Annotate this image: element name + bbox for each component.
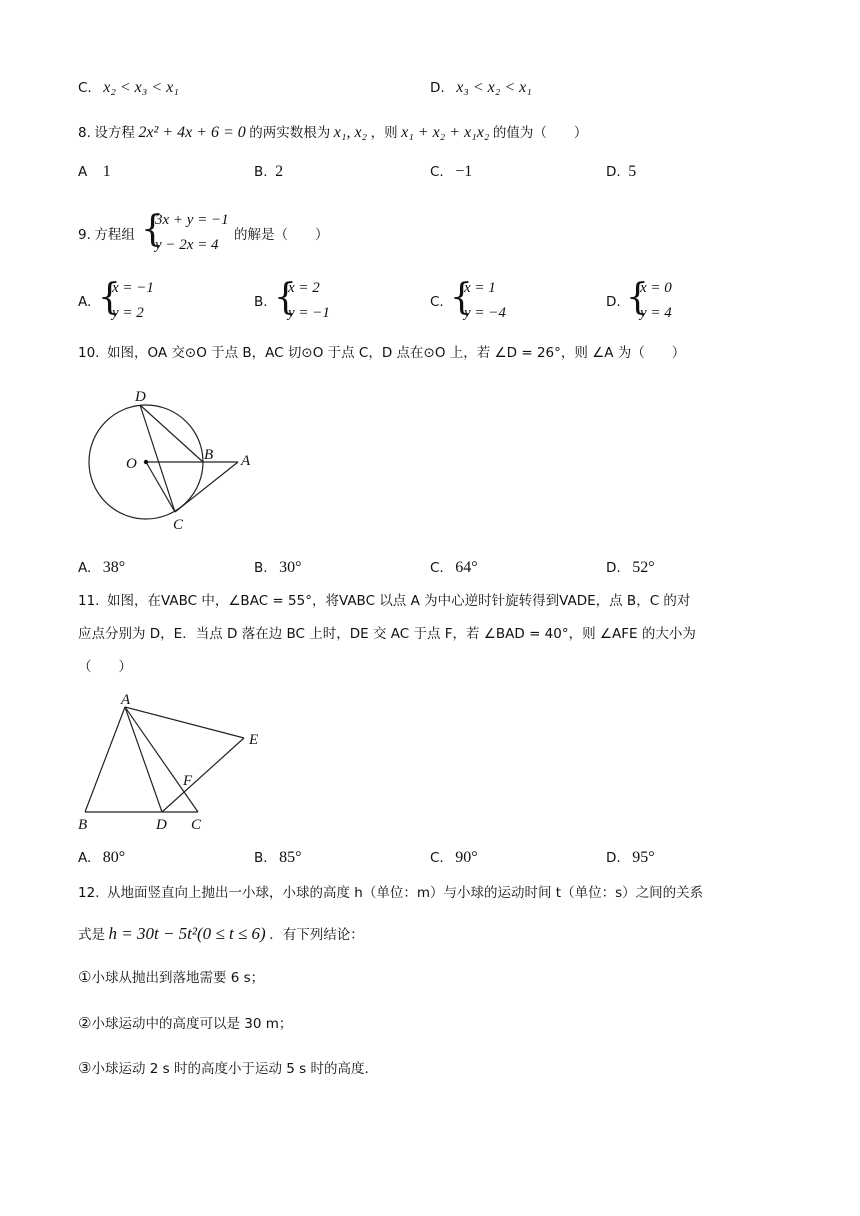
stem-text: 的解是（ ） bbox=[234, 227, 329, 243]
option-value: 90° bbox=[455, 849, 478, 866]
option-value: 95° bbox=[632, 849, 655, 866]
q11-option-a bbox=[78, 848, 125, 869]
circled-number: ② bbox=[78, 1014, 92, 1032]
solution-x: x = 0 bbox=[640, 280, 672, 296]
q10-option-a bbox=[78, 558, 125, 579]
option-label: B. bbox=[254, 560, 268, 576]
option-value: 85° bbox=[279, 849, 302, 866]
q11-stem-line-1 bbox=[78, 591, 690, 612]
option-label: D. bbox=[430, 80, 445, 96]
solution-x: x = 2 bbox=[288, 280, 320, 296]
q8-option-d bbox=[606, 162, 636, 183]
option-value: −1 bbox=[455, 163, 473, 180]
solution-y: y = 4 bbox=[640, 305, 672, 321]
q11-option-b bbox=[254, 848, 301, 869]
q9-equation-system bbox=[141, 208, 241, 260]
circled-number: ③ bbox=[78, 1059, 92, 1077]
label-o: O bbox=[126, 456, 137, 472]
brace: { bbox=[626, 277, 649, 318]
option-value: 80° bbox=[102, 849, 126, 866]
segment-ab bbox=[85, 707, 125, 812]
option-value: 38° bbox=[102, 559, 126, 576]
option-label: B. bbox=[254, 294, 268, 310]
solution-y: y = −1 bbox=[288, 305, 330, 321]
q9-stem-suffix bbox=[234, 225, 329, 246]
label-d: D bbox=[156, 817, 167, 833]
option-label: A. bbox=[78, 294, 92, 310]
segment-ca bbox=[175, 462, 238, 512]
option-value: 30° bbox=[279, 559, 302, 576]
stem-text: 从地面竖直向上抛出一小球，小球的高度 h（单位：m）与小球的运动时间 t（单位：s）之间的关系 bbox=[106, 885, 704, 901]
option-value: 64° bbox=[455, 559, 478, 576]
stem-text: 设方程 bbox=[94, 125, 135, 141]
q12-statement-2 bbox=[78, 1013, 292, 1035]
stem-text: ，则 bbox=[370, 125, 398, 141]
equation: 2x² + 4x + 6 = 0 bbox=[138, 124, 246, 141]
q10-option-b bbox=[254, 558, 301, 579]
label-e: E bbox=[249, 732, 259, 748]
brace: { bbox=[274, 277, 297, 318]
label-d: D bbox=[135, 389, 146, 405]
q9-option-d-label bbox=[606, 292, 621, 313]
option-label: D. bbox=[606, 294, 621, 310]
label-c: C bbox=[191, 817, 202, 833]
label-b: B bbox=[204, 447, 214, 463]
q9-option-a bbox=[98, 276, 178, 328]
label-a: A bbox=[241, 453, 251, 469]
option-label: C. bbox=[430, 850, 444, 866]
stem-text: 式是 bbox=[78, 927, 105, 943]
q9-option-b bbox=[274, 276, 354, 328]
expression: x₁ + x₂ + x₁x₂ bbox=[401, 124, 490, 141]
q12-stem-line-1 bbox=[78, 883, 703, 904]
equation-1: 3x + y = −1 bbox=[155, 212, 229, 228]
option-label: B. bbox=[254, 164, 268, 180]
option-label: A. bbox=[78, 850, 92, 866]
q8-option-b bbox=[254, 162, 283, 183]
solution-x: x = −1 bbox=[112, 280, 154, 296]
stem-text: 如图，在VABC 中，∠BAC = 55°，将VABC 以点 A 为中心逆时针旋转得到VADE，点 B，C 的对 bbox=[106, 593, 691, 609]
option-label: A bbox=[78, 164, 88, 180]
q12-stem-line-2 bbox=[78, 924, 364, 946]
question-number: 10. bbox=[78, 345, 100, 361]
brace: { bbox=[141, 209, 164, 250]
stem-text: 的两实数根为 bbox=[249, 125, 331, 141]
question-number: 8. bbox=[78, 125, 91, 141]
brace: { bbox=[98, 277, 121, 318]
formula: h = 30t − 5t²(0 ≤ t ≤ 6) bbox=[108, 924, 266, 943]
q11-stem-line-3 bbox=[78, 657, 132, 678]
option-label: D. bbox=[606, 560, 621, 576]
q10-option-c bbox=[430, 558, 478, 579]
segment-de bbox=[162, 738, 244, 812]
question-number: 11. bbox=[78, 593, 100, 609]
option-value: 1 bbox=[102, 163, 111, 180]
q10-stem bbox=[78, 343, 685, 364]
q9-stem-prefix bbox=[78, 225, 135, 246]
roots: x₁, x₂ bbox=[333, 124, 368, 141]
solution-y: y = 2 bbox=[112, 305, 144, 321]
solution-x: x = 1 bbox=[464, 280, 496, 296]
statement-text: 小球运动中的高度可以是 30 m； bbox=[91, 1016, 293, 1032]
option-value: 5 bbox=[628, 163, 637, 180]
option-label: D. bbox=[606, 850, 621, 866]
option-label: C. bbox=[78, 80, 92, 96]
stem-text: 的值为（ ） bbox=[492, 125, 588, 141]
option-label: C. bbox=[430, 164, 444, 180]
label-c: C bbox=[173, 517, 184, 533]
solution-y: y = −4 bbox=[464, 305, 506, 321]
q9-option-d bbox=[626, 276, 706, 328]
question-number: 12. bbox=[78, 885, 100, 901]
option-expression: x₂ < x₃ < x₁ bbox=[103, 79, 179, 96]
brace: { bbox=[450, 277, 473, 318]
q11-stem-line-2 bbox=[78, 624, 696, 645]
option-label: C. bbox=[430, 294, 444, 310]
stem-text: （ ） bbox=[78, 659, 132, 675]
q12-statement-3 bbox=[78, 1058, 369, 1080]
option-label: A. bbox=[78, 560, 92, 576]
stem-text: 应点分别为 D，E．当点 D 落在边 BC 上时，DE 交 AC 于点 F，若 ∠BAD = 40°，则 ∠AFE 的大小为 bbox=[78, 626, 696, 642]
q8-stem bbox=[78, 123, 587, 144]
equation-2: y − 2x = 4 bbox=[155, 237, 219, 253]
q8-option-a bbox=[78, 162, 111, 183]
option-label: D. bbox=[606, 164, 621, 180]
stem-text: ．有下列结论： bbox=[269, 927, 364, 943]
segment-ad bbox=[125, 707, 162, 812]
q12-statement-1 bbox=[78, 967, 264, 989]
q7-option-d bbox=[430, 78, 532, 99]
stem-text: 如图，OA 交⊙O 于点 B，AC 切⊙O 于点 C，D 点在⊙O 上，若 ∠D = 26°，则 ∠A 为（ ） bbox=[106, 345, 686, 361]
q11-option-d bbox=[606, 848, 655, 869]
q9-option-a-label bbox=[78, 292, 91, 313]
q9-option-c-label bbox=[430, 292, 444, 313]
option-label: C. bbox=[430, 560, 444, 576]
center-dot bbox=[144, 460, 148, 464]
stem-text: 方程组 bbox=[94, 227, 135, 243]
option-expression: x₃ < x₂ < x₁ bbox=[456, 79, 532, 96]
option-value: 2 bbox=[275, 163, 284, 180]
question-number: 9. bbox=[78, 227, 91, 243]
label-f: F bbox=[183, 773, 193, 789]
statement-text: 小球从抛出到落地需要 6 s； bbox=[91, 970, 265, 986]
label-a: A bbox=[121, 692, 131, 708]
q7-option-c bbox=[78, 78, 179, 99]
q10-option-d bbox=[606, 558, 655, 579]
q11-triangle-figure bbox=[72, 690, 272, 835]
q11-option-c bbox=[430, 848, 478, 869]
q9-option-c bbox=[450, 276, 530, 328]
option-value: 52° bbox=[632, 559, 655, 576]
q9-option-b-label bbox=[254, 292, 268, 313]
label-b: B bbox=[78, 817, 88, 833]
option-label: B. bbox=[254, 850, 268, 866]
statement-text: 小球运动 2 s 时的高度小于运动 5 s 时的高度. bbox=[91, 1061, 369, 1077]
q8-option-c bbox=[430, 162, 472, 183]
q10-circle-figure bbox=[84, 384, 264, 536]
circled-number: ① bbox=[78, 968, 92, 986]
